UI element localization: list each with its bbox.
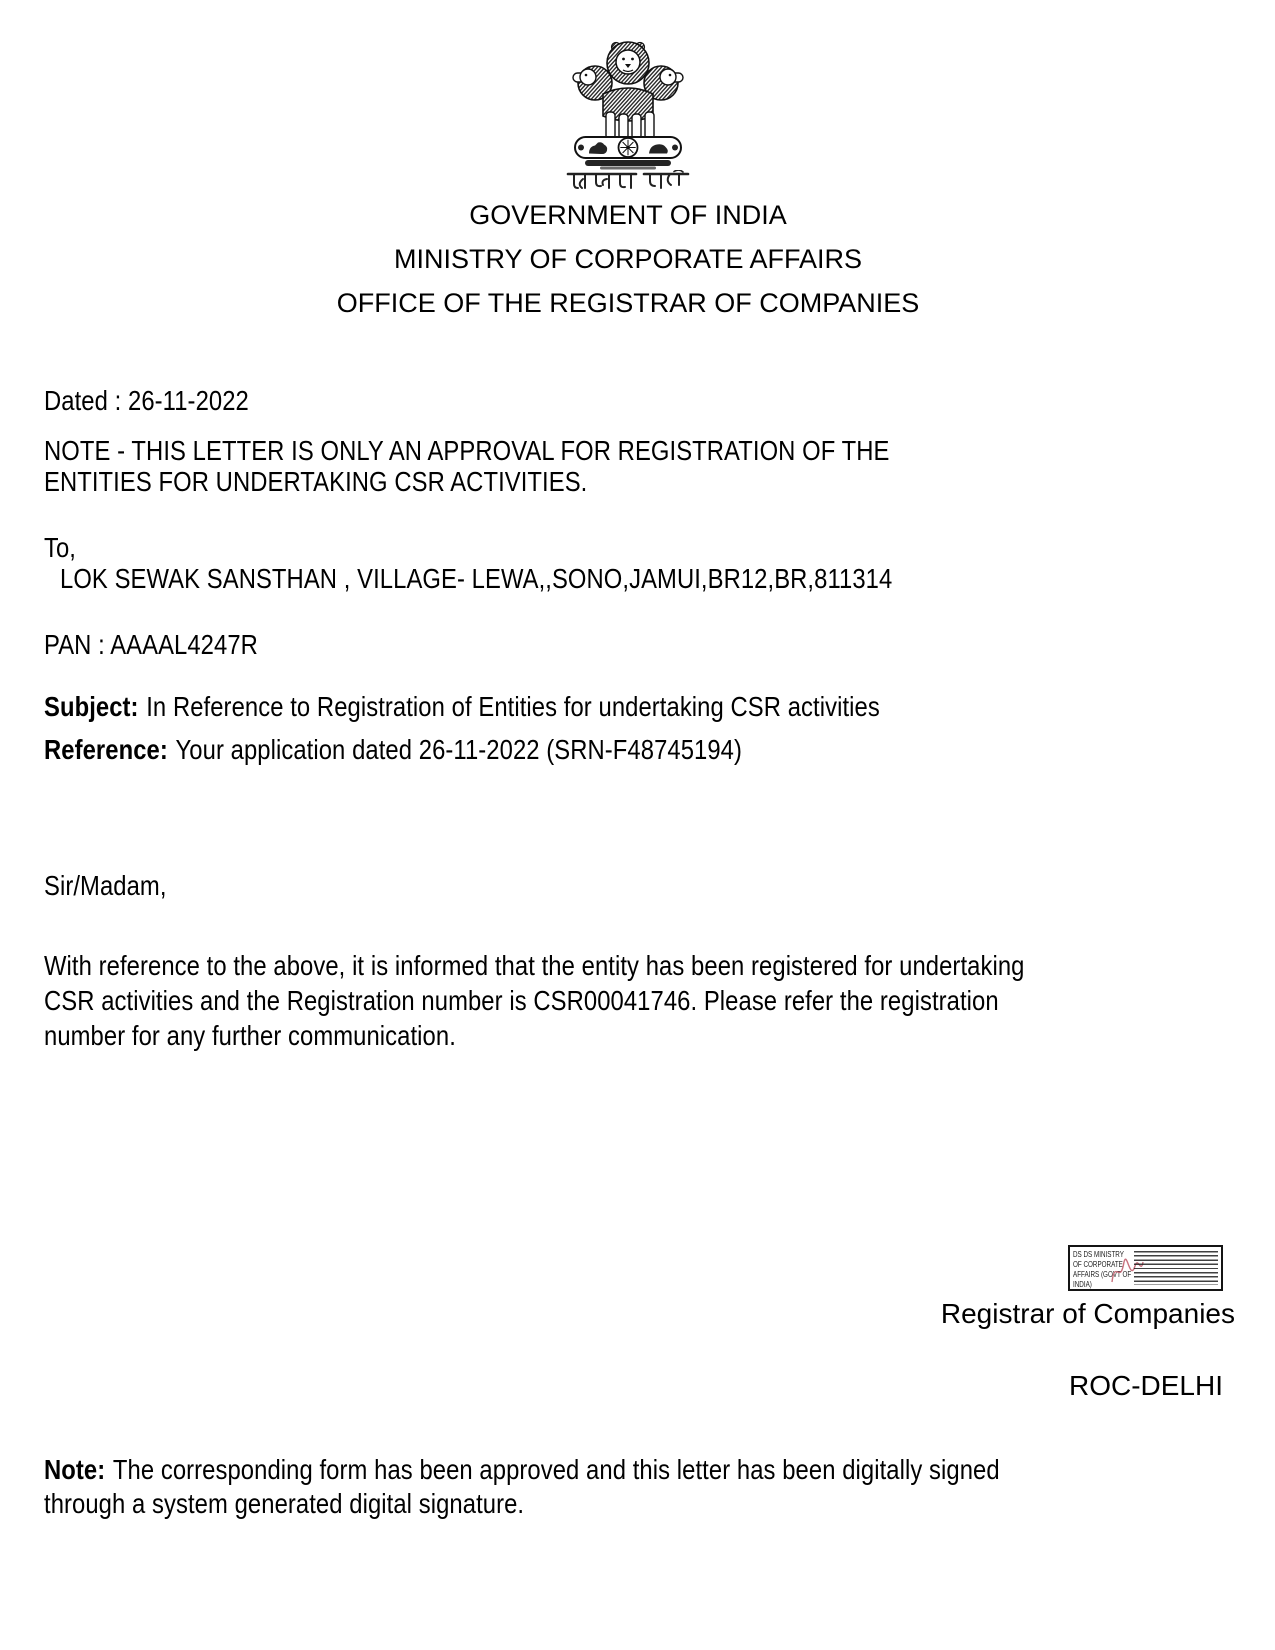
to-label: To, (44, 532, 77, 563)
approval-note (44, 435, 889, 497)
signature-stamp-line: DS DS MINISTRY (1073, 1249, 1124, 1259)
closing-note (44, 1453, 1000, 1521)
reference-line (44, 734, 742, 765)
national-emblem (545, 36, 711, 192)
signature-stamp-line: INDIA) (1073, 1279, 1092, 1289)
signature-stamp-line: OF CORPORATE (1073, 1259, 1123, 1269)
digital-signature-stamp (1068, 1245, 1223, 1291)
signature-stamp-line: AFFAIRS (GOVT OF (1073, 1269, 1132, 1279)
closing-note-text: The corresponding form has been approved and this letter has been digitally signed (112, 1454, 1000, 1485)
signature-fineprint (1134, 1251, 1218, 1285)
salutation: Sir/Madam, (44, 870, 167, 901)
body-line: CSR activities and the Registration number is CSR00041746. Please refer the registration (44, 985, 999, 1016)
letterhead-line-office: OFFICE OF THE REGISTRAR OF COMPANIES (336, 288, 920, 318)
approval-note-line: ENTITIES FOR UNDERTAKING CSR ACTIVITIES. (44, 466, 588, 497)
emblem-motto (566, 170, 690, 192)
subject-label: Subject: (44, 691, 139, 722)
addressee-line: LOK SEWAK SANSTHAN , VILLAGE- LEWA,,SONO,JAMUI,BR12,BR,811314 (60, 563, 893, 594)
letterhead-line-govt: GOVERNMENT OF INDIA (469, 200, 787, 230)
closing-note-line: through a system generated digital signature. (44, 1488, 525, 1519)
pan-line: PAN : AAAAL4247R (44, 629, 258, 660)
body-paragraph (44, 948, 1024, 1053)
roc-office: ROC-DELHI (1068, 1370, 1223, 1401)
body-line: With reference to the above, it is informed that the entity has been registered for undertaking (44, 950, 1025, 981)
closing-note-label: Note: (44, 1454, 106, 1485)
reference-text: Your application dated 26-11-2022 (SRN-F48745194) (175, 734, 743, 765)
letterhead (0, 193, 1256, 325)
lion-capital-emblem-icon (553, 36, 703, 170)
approval-note-line: NOTE - THIS LETTER IS ONLY AN APPROVAL FOR REGISTRATION OF THE (44, 435, 890, 466)
subject-line (44, 691, 880, 722)
subject-text: In Reference to Registration of Entities for undertaking CSR activities (146, 691, 880, 722)
dated-line: Dated : 26-11-2022 (44, 385, 249, 416)
signer-title: Registrar of Companies (940, 1298, 1235, 1329)
reference-label: Reference: (44, 734, 168, 765)
closing-note-line (44, 1453, 1000, 1487)
letterhead-line-ministry: MINISTRY OF CORPORATE AFFAIRS (393, 244, 863, 274)
body-line: number for any further communication. (44, 1020, 456, 1051)
